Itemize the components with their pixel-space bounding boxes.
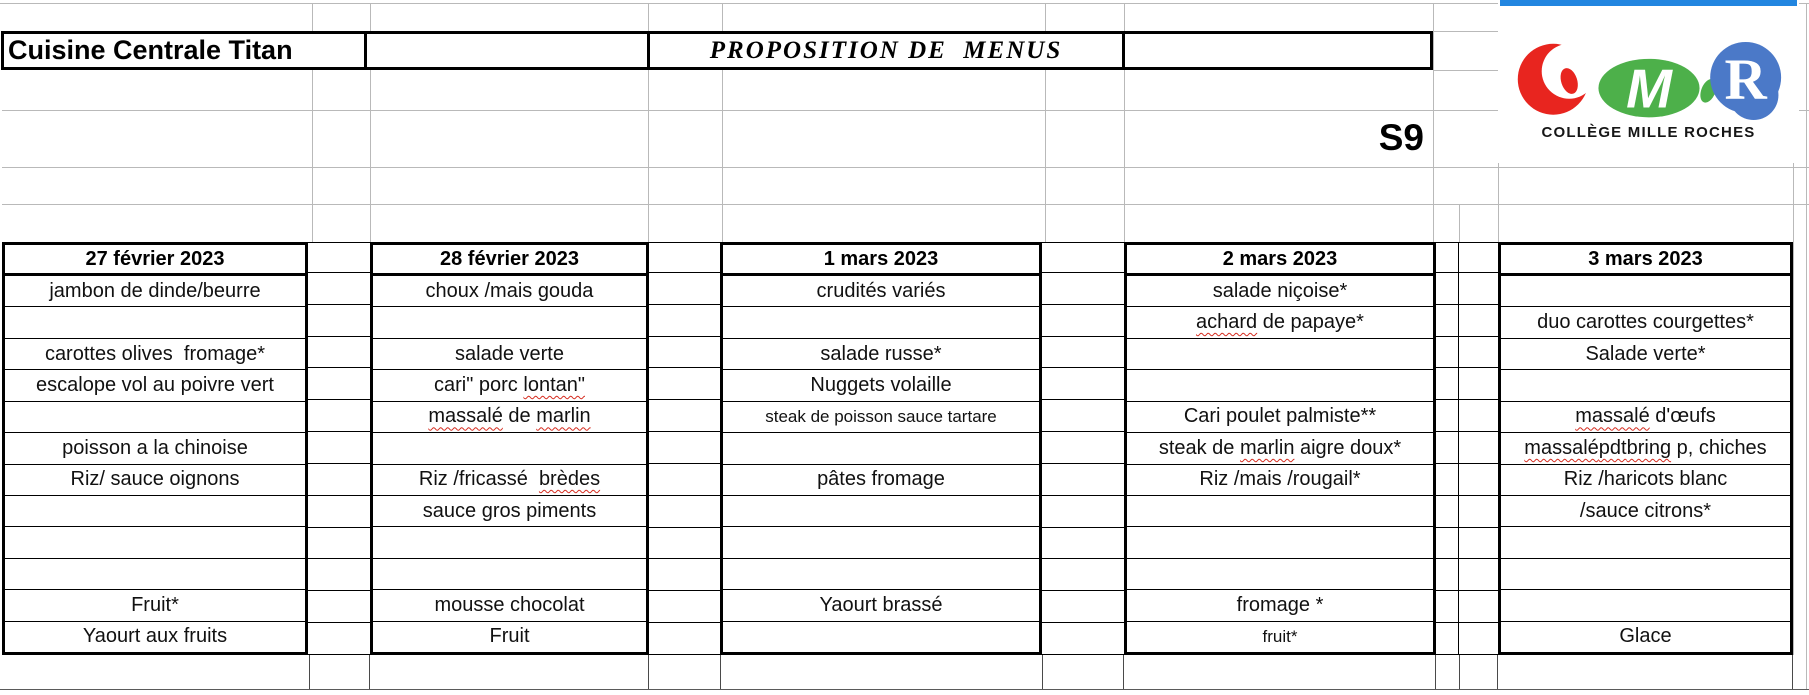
gutter-cell[interactable] [308,464,370,496]
date-header[interactable]: 28 février 2023 [373,245,646,276]
menu-table-body [373,276,646,652]
gridline [1497,655,1498,689]
gutter-cell[interactable] [1042,464,1124,496]
menu-cell[interactable]: poisson a la chinoise [5,433,305,464]
menu-cell[interactable] [1501,527,1790,558]
gutter-cell[interactable] [308,400,370,432]
gutter-cell[interactable] [649,273,720,305]
logo-letter-r: R [1724,46,1767,112]
gridline [0,689,1809,690]
menu-cell[interactable]: sauce gros piments [373,496,646,527]
org-title: Cuisine Centrale Titan [8,35,293,65]
menu-cell[interactable]: /sauce citrons* [1501,496,1790,527]
gutter-cell[interactable] [1042,496,1124,528]
gutter-cell[interactable] [1042,368,1124,400]
gutter-cell[interactable] [1436,400,1458,432]
gutter-cell[interactable] [1459,368,1498,400]
menu-cell[interactable]: fruit* [1262,626,1298,646]
menu-cell[interactable] [5,559,305,590]
gridline [1042,655,1043,689]
gutter-column [1042,242,1124,655]
menu-cell[interactable] [373,527,646,558]
menu-cell[interactable]: carottes olives fromage* [5,339,305,370]
menu-table-body [723,276,1039,652]
gutter-cell[interactable] [1436,559,1458,591]
gutter-cell[interactable] [1436,591,1458,623]
gridline [1433,31,1498,32]
menu-cell[interactable]: Glace [1619,625,1672,648]
menu-cell[interactable]: salade verte [373,339,646,370]
menu-cell[interactable]: escalope vol au poivre vert [5,370,305,401]
gutter-cell[interactable] [1042,591,1124,623]
gutter-cell[interactable] [649,305,720,337]
proposition-title: PROPOSITION DE MENUS [709,36,1063,64]
gutter-column [308,242,370,655]
gutter-cell[interactable] [649,400,720,432]
menu-cell[interactable]: Riz /fricassé brèdes [373,465,646,496]
gridline [720,655,721,689]
gutter-cell[interactable] [649,464,720,496]
gridline [2,204,1809,205]
menu-cell[interactable]: steak de poisson sauce tartare [723,402,1039,433]
logo-top-bar [1500,0,1797,6]
menu-cell[interactable] [1501,370,1790,401]
gutter-cell[interactable] [1042,243,1124,273]
gutter-cell[interactable] [649,623,720,655]
menu-cell[interactable] [1501,276,1790,307]
gridline [1459,655,1460,689]
menu-table-body [1501,276,1790,652]
gutter-cell[interactable] [1436,432,1458,464]
menu-cell[interactable]: Riz /mais /rougail* [1127,465,1433,496]
proposition-title-cell[interactable] [647,31,1125,70]
menu-table-tuesday [370,242,649,655]
menu-cell[interactable]: pâtes fromage [723,465,1039,496]
date-header[interactable]: 27 février 2023 [5,245,305,276]
college-logo [1498,0,1799,163]
menu-cell[interactable] [1127,339,1433,370]
gridline [1792,655,1793,689]
gridline [648,655,649,689]
gutter-cell[interactable] [1042,273,1124,305]
gutter-cell[interactable] [308,273,370,305]
gutter-cell[interactable] [1042,305,1124,337]
menu-cell[interactable]: mousse chocolat [373,590,646,621]
gutter-cell[interactable] [1042,528,1124,560]
gutter-cell[interactable] [308,305,370,337]
menu-table-body [1127,276,1433,652]
gridline [369,655,370,689]
gutter-cell[interactable] [1436,464,1458,496]
menu-cell[interactable]: fromage * [1127,590,1433,621]
menu-cell[interactable]: Nuggets volaille [723,370,1039,401]
gutter-cell[interactable] [308,591,370,623]
gutter-cell[interactable] [1436,368,1458,400]
gutter-column [649,242,720,655]
gutter-cell[interactable] [1436,273,1458,305]
menu-cell[interactable]: cari" porc lontan" [373,370,646,401]
gutter-cell[interactable] [649,559,720,591]
menu-cell[interactable]: salade niçoise* [1127,276,1433,307]
cmr-logo-icon [1516,40,1782,122]
menu-cell[interactable]: Salade verte* [1501,339,1790,370]
gutter-cell[interactable] [1459,496,1498,528]
gutter-cell[interactable] [649,591,720,623]
gutter-cell[interactable] [308,432,370,464]
menu-table-wednesday [720,242,1042,655]
menu-cell[interactable] [1127,370,1433,401]
logo-letter-m: M [1626,57,1672,120]
menu-cell[interactable]: massalé d'œufs [1501,402,1790,433]
gutter-cell[interactable] [649,496,720,528]
menu-cell[interactable]: choux /mais gouda [373,276,646,307]
menu-cell[interactable]: Yaourt aux fruits [82,625,228,648]
gutter-cell[interactable] [1042,432,1124,464]
gutter-cell[interactable] [308,368,370,400]
band-empty-cell[interactable] [1122,31,1433,70]
menu-cell[interactable] [373,559,646,590]
menu-cell[interactable] [5,402,305,433]
menu-table-friday [1498,242,1793,655]
menu-cell[interactable] [373,433,646,464]
gridline [1435,655,1436,689]
menu-cell[interactable] [1501,559,1790,590]
gutter-cell[interactable] [1042,623,1124,655]
menu-cell[interactable] [1127,527,1433,558]
menu-cell[interactable]: jambon de dinde/beurre [5,276,305,307]
menu-cell[interactable] [1127,496,1433,527]
gutter-cell[interactable] [1459,432,1498,464]
gutter-cell[interactable] [1436,243,1458,273]
gutter-cell[interactable] [1436,496,1458,528]
gutter-cell[interactable] [1459,305,1498,337]
gutter-cell[interactable] [1042,400,1124,432]
gridline [309,655,310,689]
gutter-cell[interactable] [308,559,370,591]
gutter-column [1459,242,1498,655]
menu-cell[interactable] [5,496,305,527]
gutter-cell[interactable] [1459,273,1498,305]
gridline [1433,70,1498,71]
gridline [2,167,1809,168]
menu-cell[interactable]: Riz/ sauce oignons [5,465,305,496]
gutter-cell[interactable] [1459,464,1498,496]
menu-cell[interactable]: achard de papaye* [1127,307,1433,338]
menu-cell[interactable]: Fruit [489,625,530,648]
gutter-cell[interactable] [649,337,720,369]
menu-cell[interactable] [723,527,1039,558]
menu-cell[interactable]: steak de marlin aigre doux* [1127,433,1433,464]
gutter-cell[interactable] [308,496,370,528]
gutter-cell[interactable] [1459,528,1498,560]
menu-cell[interactable]: duo carottes courgettes* [1501,307,1790,338]
gutter-cell[interactable] [649,368,720,400]
menu-table-thursday [1124,242,1436,655]
week-number-cell[interactable] [1124,111,1430,164]
menu-cell[interactable] [5,527,305,558]
week-number: S9 [1378,116,1424,158]
menu-cell[interactable] [5,307,305,338]
menu-table-monday [2,242,308,655]
date-header[interactable]: 3 mars 2023 [1501,245,1790,276]
menu-table-body [5,276,305,652]
date-header[interactable]: 2 mars 2023 [1127,245,1433,276]
menu-cell[interactable] [723,622,1039,652]
gutter-column [1436,242,1459,655]
gutter-cell[interactable] [1459,559,1498,591]
gridline [1123,655,1124,689]
gutter-cell[interactable] [1459,623,1498,655]
band-empty-cell[interactable] [364,31,650,70]
gutter-cell[interactable] [308,528,370,560]
menu-cell[interactable]: massalé pdt bring p, chiches [1501,433,1790,464]
menu-cell[interactable]: crudités variés [723,276,1039,307]
gutter-cell[interactable] [1459,337,1498,369]
gridline [1806,3,1807,689]
menu-cell[interactable]: salade russe* [723,339,1039,370]
menu-cell[interactable]: Fruit* [5,590,305,621]
gutter-cell[interactable] [308,243,370,273]
gutter-cell[interactable] [1459,243,1498,273]
gutter-cell[interactable] [1436,623,1458,655]
menu-cell[interactable]: massalé de marlin [373,402,646,433]
gutter-cell[interactable] [649,243,720,273]
menu-cell[interactable] [723,559,1039,590]
menu-cell[interactable] [1501,590,1790,621]
date-header[interactable]: 1 mars 2023 [723,245,1039,276]
menu-cell[interactable]: Cari poulet palmiste** [1127,402,1433,433]
menu-cell[interactable] [373,307,646,338]
gutter-cell[interactable] [1436,337,1458,369]
college-name: COLLÈGE MILLE ROCHES [1541,124,1756,141]
gutter-cell[interactable] [649,432,720,464]
gutter-cell[interactable] [1042,337,1124,369]
gutter-cell[interactable] [1459,400,1498,432]
gutter-cell[interactable] [308,337,370,369]
gutter-cell[interactable] [1436,305,1458,337]
menu-cell[interactable] [1127,559,1433,590]
gutter-cell[interactable] [1459,591,1498,623]
menu-cell[interactable] [723,307,1039,338]
gutter-cell[interactable] [1436,528,1458,560]
gutter-cell[interactable] [649,528,720,560]
menu-cell[interactable]: Yaourt brassé [723,590,1039,621]
gutter-cell[interactable] [308,623,370,655]
menu-cell[interactable] [723,496,1039,527]
gutter-cell[interactable] [1042,559,1124,591]
menu-cell[interactable] [723,433,1039,464]
menu-cell[interactable]: Riz /haricots blanc [1501,465,1790,496]
org-title-cell[interactable] [1,31,367,70]
